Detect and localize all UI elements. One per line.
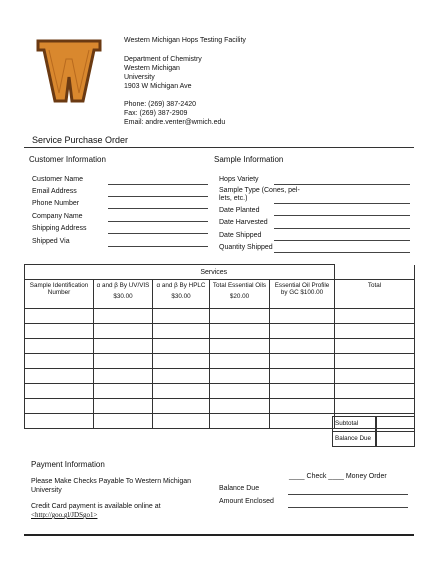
table-row [25, 354, 415, 369]
shipping-line[interactable] [108, 233, 208, 234]
email-text: Email: andre.venter@wmich.edu [124, 119, 226, 126]
field-shipping-address: Shipping Address [32, 225, 87, 232]
field-sample-type: Sample Type (Cones, pel- [219, 187, 300, 194]
total-top-blank [335, 265, 415, 280]
table-row [25, 339, 415, 354]
check-option[interactable]: ____ Check ____ Money Order [289, 473, 387, 480]
field-email: Email Address [32, 188, 77, 195]
col-uv [94, 280, 153, 309]
field-customer-name: Customer Name [32, 176, 83, 183]
balance-due-value[interactable] [375, 431, 415, 447]
checks-note [31, 477, 191, 495]
field-phone: Phone Number [32, 200, 80, 207]
field-date-harvested: Date Harvested [219, 219, 268, 226]
wmu-logo [36, 37, 102, 105]
phone-line[interactable] [108, 208, 208, 209]
field-date-shipped: Date Shipped [219, 232, 262, 239]
table-row [25, 369, 415, 384]
fax-text: Fax: (269) 387-2909 [124, 110, 188, 117]
table-row [25, 309, 415, 324]
col-sample-id-2: Number [47, 289, 71, 296]
sample-heading: Sample Information [214, 155, 284, 164]
cc-note [31, 502, 161, 520]
services-table [24, 264, 415, 429]
date-planted-line[interactable] [274, 215, 410, 216]
logo-w-shape [38, 41, 100, 101]
facility-header [124, 36, 246, 127]
table-row [25, 399, 415, 414]
cc-text: Credit Card payment is available online at [31, 503, 161, 510]
col-oils-price: $20.00 [229, 293, 250, 300]
date-shipped-line[interactable] [274, 240, 410, 241]
col-oils [210, 280, 270, 309]
univ-line-1: Western Michigan [124, 65, 180, 72]
checks-line-2: University [31, 487, 62, 494]
services-title: Services [94, 265, 335, 280]
field-shipped-via: Shipped Via [32, 238, 70, 245]
field-hops-variety: Hops Variety [219, 176, 259, 183]
dept-name: Department of Chemistry [124, 56, 202, 63]
email-line[interactable] [108, 196, 208, 197]
field-sample-type-2: lets, etc.) [219, 195, 248, 202]
univ-line-2: University [124, 74, 155, 81]
amount-enclosed: Amount Enclosed [219, 498, 274, 505]
table-row [25, 324, 415, 339]
col-profile-label: Essential Oil Profile [274, 282, 330, 289]
payment-link[interactable]: <http://goo.gl/JDSgo1> [31, 511, 98, 519]
field-quantity-shipped: Quantity Shipped [219, 244, 273, 251]
customer-heading: Customer Information [29, 155, 106, 164]
col-profile-price: by GC $100.00 [280, 289, 324, 296]
field-company: Company Name [32, 213, 83, 220]
hops-variety-line[interactable] [274, 184, 410, 185]
quantity-line[interactable] [274, 252, 410, 253]
col-hplc-label: α and β By HPLC [156, 282, 206, 289]
title-rule [24, 147, 414, 148]
payment-heading: Payment Information [31, 460, 105, 469]
facility-name: Western Michigan Hops Testing Facility [124, 37, 246, 44]
col-total: Total [335, 280, 415, 309]
col-uv-price: $30.00 [113, 293, 133, 300]
subtotal-label: Subtotal [332, 416, 377, 432]
col-sample-id [25, 280, 94, 309]
balance-due-label: Balance Due [332, 431, 377, 447]
shipped-via-line[interactable] [108, 246, 208, 247]
services-blank [25, 265, 94, 280]
field-date-planted: Date Planted [219, 207, 260, 214]
col-oils-label: Total Essential Oils [212, 282, 267, 289]
col-sample-id-1: Sample Identification [29, 282, 89, 289]
form-title: Service Purchase Order [32, 135, 129, 145]
checks-line-1: Please Make Checks Payable To Western Michigan [31, 478, 192, 485]
date-harvested-line[interactable] [274, 228, 410, 229]
col-profile [270, 280, 335, 309]
col-hplc [153, 280, 210, 309]
company-line[interactable] [108, 221, 208, 222]
payment-balance-due: Balance Due [219, 485, 260, 492]
col-uv-label: α and β By UV/VIS [96, 282, 150, 289]
bottom-rule [24, 534, 414, 536]
customer-name-line[interactable] [108, 184, 208, 185]
phone-text: Phone: (269) 387-2420 [124, 101, 196, 108]
street-address: 1903 W Michigan Ave [124, 83, 192, 90]
col-hplc-price: $30.00 [171, 293, 191, 300]
sample-type-line[interactable] [274, 203, 410, 204]
table-row [25, 384, 415, 399]
payment-balance-line[interactable] [288, 494, 408, 495]
amount-enclosed-line[interactable] [288, 507, 408, 508]
subtotal-value[interactable] [375, 416, 415, 432]
